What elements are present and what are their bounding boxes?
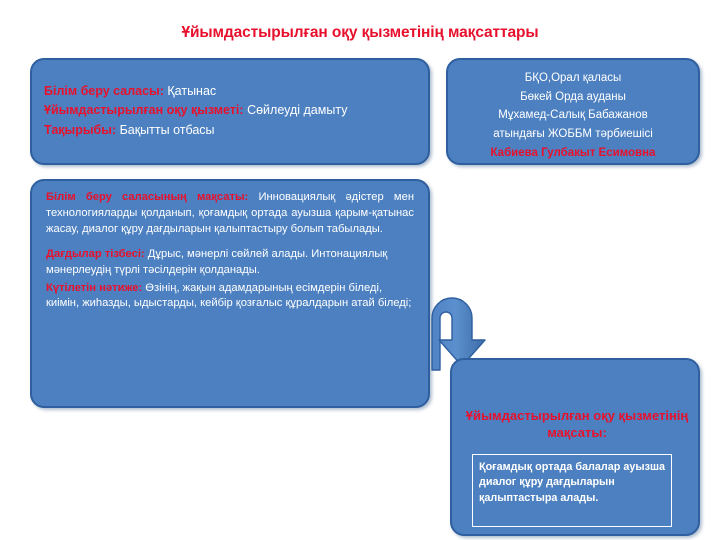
activity-label: Ұйымдастырылған оқу қызметі: bbox=[44, 103, 244, 118]
author-line: БҚО,Орал қаласы bbox=[524, 72, 622, 84]
lesson-info-box bbox=[30, 58, 430, 165]
lesson-info-row bbox=[44, 101, 416, 120]
author-line: Мұхамед-Салық Бабажанов bbox=[498, 109, 648, 122]
author-line: Бөкей Орда ауданы bbox=[520, 90, 626, 103]
education-goal-label: Білім беру саласының мақсаты: bbox=[46, 191, 249, 203]
goal-paragraph bbox=[46, 247, 414, 279]
goals-box bbox=[30, 179, 430, 408]
result-box-body: Қоғамдық ортада балалар ауызша диалог құру дағдыларын қалыптастыра алады. bbox=[479, 461, 665, 504]
skills-list-label: Дағдылар тізбесі: bbox=[46, 247, 145, 260]
topic-label: Тақырыбы: bbox=[44, 122, 117, 137]
education-area-value: Қатынас bbox=[167, 84, 217, 98]
activity-value: Сөйлеуді дамыту bbox=[247, 103, 348, 118]
goal-paragraph bbox=[46, 190, 414, 238]
education-area-label: Білім беру саласы: bbox=[44, 84, 164, 98]
education-goal-text: Инновациялық әдістер мен технологияларды қолданып, қоғамдық ортада ауызша қарым-қатынас жасау, диалог құру дағдыларын қалыптастыру болып табылады. bbox=[46, 191, 414, 235]
lesson-info-row bbox=[44, 82, 416, 101]
result-inner-frame bbox=[472, 454, 672, 527]
skills-list-text: Дұрыс, мәнерлі сөйлей алады. Интонациялық мәнерлеудің түрлі тәсілдерін қолданады. bbox=[46, 247, 388, 276]
expected-result-text: Өзінің, жақын адамдарының есімдерін біледі, киімін, жиһазды, ыдыстарды, кейбір қозғалыс құралдарын атай біледі; bbox=[46, 281, 412, 310]
topic-value: Бақытты отбасы bbox=[119, 122, 215, 137]
page-title: Ұйымдастырылған оқу қызметінің мақсаттары bbox=[181, 24, 539, 41]
author-info-box bbox=[446, 58, 700, 165]
author-line: атындағы ЖОББМ тәрбиешісі bbox=[493, 128, 653, 141]
result-box bbox=[450, 358, 700, 536]
goal-paragraph bbox=[46, 281, 414, 313]
expected-result-label: Күтілетін нәтиже: bbox=[46, 281, 143, 294]
lesson-info-row bbox=[44, 121, 416, 140]
author-name: Кабиева Гулбакыт Есимовна bbox=[490, 146, 656, 159]
result-box-title: Ұйымдастырылған оқу қызметінің мақсаты: bbox=[465, 408, 689, 440]
